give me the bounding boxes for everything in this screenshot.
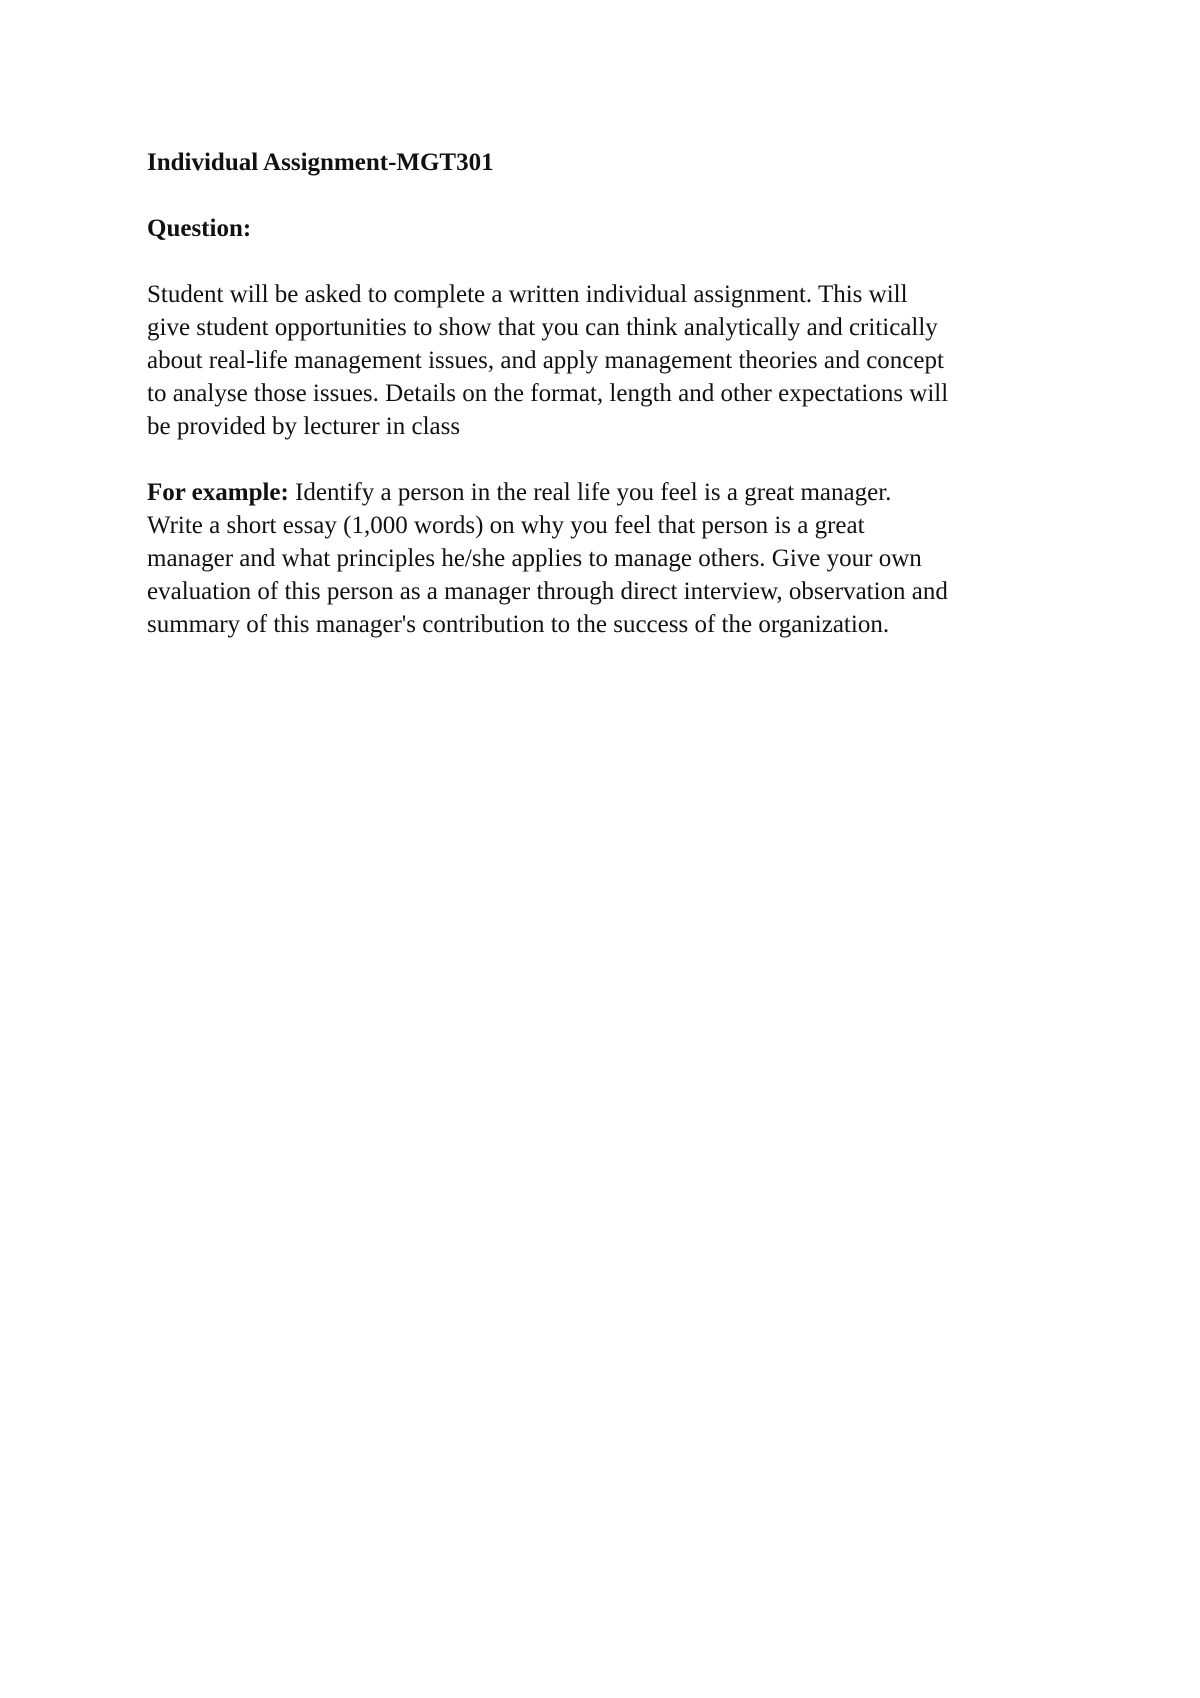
assignment-description-paragraph: [147, 278, 1067, 443]
paragraph-line: about real-life management issues, and apply management theories and concept: [147, 347, 944, 374]
example-paragraph: [147, 476, 1067, 641]
paragraph-line: be provided by lecturer in class: [147, 413, 461, 440]
document-body: [147, 146, 1067, 674]
paragraph-line: give student opportunities to show that you can think analytically and critically: [147, 314, 938, 341]
question-label: Question:: [147, 215, 252, 242]
example-first-line-text: Identify a person in the real life you feel is a great manager.: [288, 479, 892, 506]
paragraph-line: to analyse those issues. Details on the format, length and other expectations will: [147, 380, 949, 407]
paragraph-line: evaluation of this person as a manager through direct interview, observation and: [147, 578, 948, 605]
paragraph-line: Write a short essay (1,000 words) on why you feel that person is a great: [147, 512, 865, 539]
document-title: Individual Assignment-MGT301: [147, 149, 494, 176]
paragraph-line: summary of this manager's contribution to the success of the organization.: [147, 611, 890, 638]
paragraph-line: manager and what principles he/she applies to manage others. Give your own: [147, 545, 922, 572]
paragraph-line: [147, 476, 1067, 509]
example-label: For example:: [147, 479, 289, 506]
paragraph-line: Student will be asked to complete a written individual assignment. This will: [147, 281, 908, 308]
